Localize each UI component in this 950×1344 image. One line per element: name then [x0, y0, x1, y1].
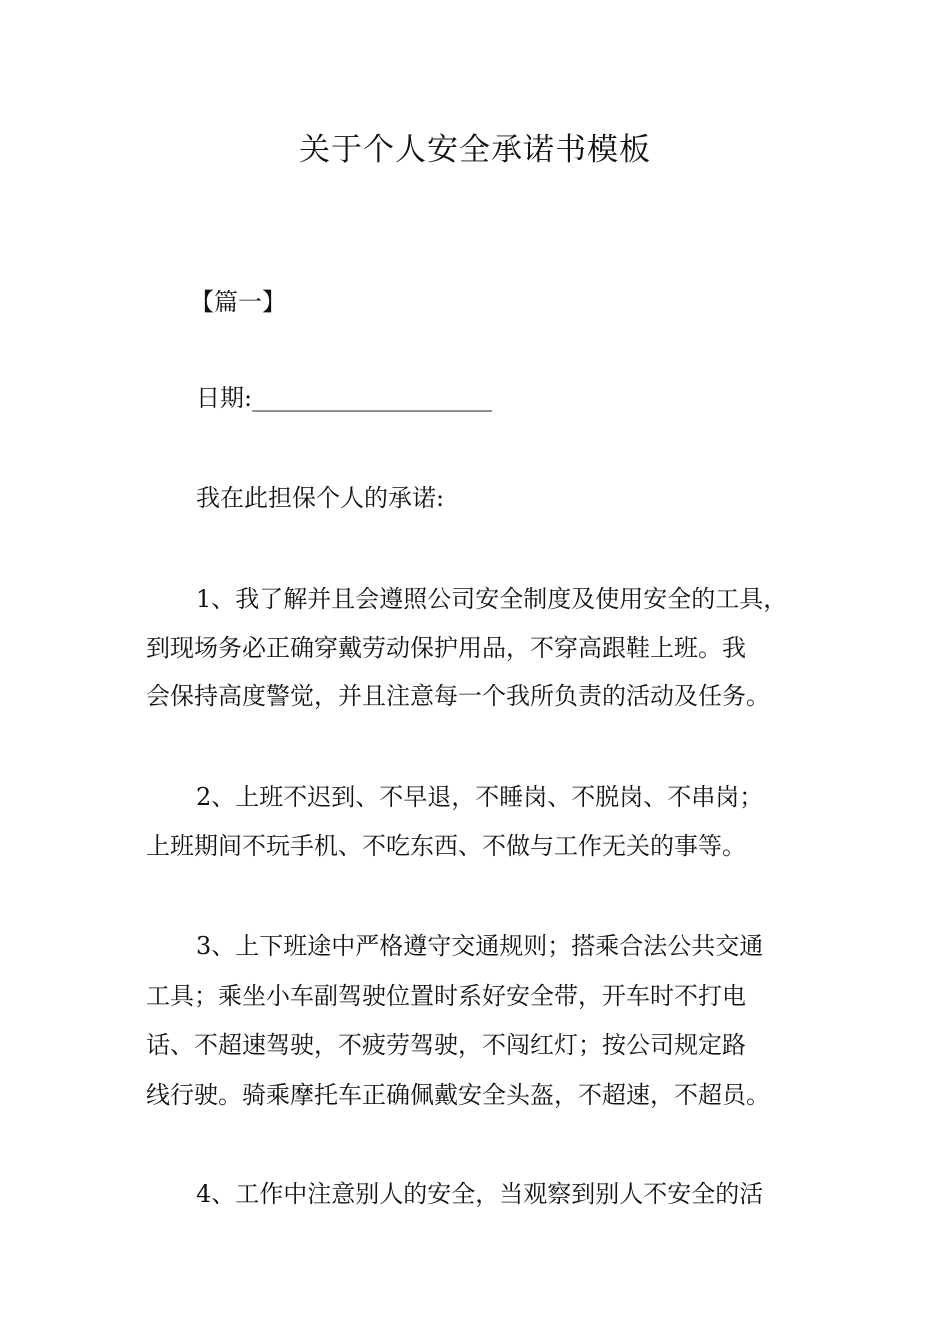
paragraph-1-line-2: 到现场务必正确穿戴劳动保护用品，不穿高跟鞋上班。我: [146, 634, 746, 662]
paragraph-2-line-2: 上班期间不玩手机、不吃东西、不做与工作无关的事等。: [146, 832, 746, 860]
paragraph-3-line-3: 话、不超速驾驶，不疲劳驾驶，不闯红灯；按公司规定路: [146, 1031, 746, 1059]
paragraph-3-line-1: 3、上下班途中严格遵守交通规则；搭乘合法公共交通: [196, 932, 764, 960]
paragraph-4-line-1: 4、工作中注意别人的安全，当观察到别人不安全的活: [196, 1180, 764, 1208]
paragraph-3-line-4: 线行驶。骑乘摩托车正确佩戴安全头盔，不超速，不超员。: [146, 1081, 770, 1109]
intro-line: 我在此担保个人的承诺:: [196, 484, 445, 512]
date-line: 日期:____________________: [196, 384, 493, 412]
section-label: 【篇一】: [190, 288, 286, 316]
paragraph-1-line-3: 会保持高度警觉，并且注意每一个我所负责的活动及任务。: [146, 682, 770, 710]
document-title: 关于个人安全承诺书模板: [299, 132, 651, 168]
paragraph-1-line-1: 1、我了解并且会遵照公司安全制度及使用安全的工具，: [196, 585, 788, 613]
paragraph-3-line-2: 工具；乘坐小车副驾驶位置时系好安全带，开车时不打电: [146, 982, 746, 1010]
paragraph-2-line-1: 2、上班不迟到、不早退，不睡岗、不脱岗、不串岗；: [196, 783, 764, 811]
